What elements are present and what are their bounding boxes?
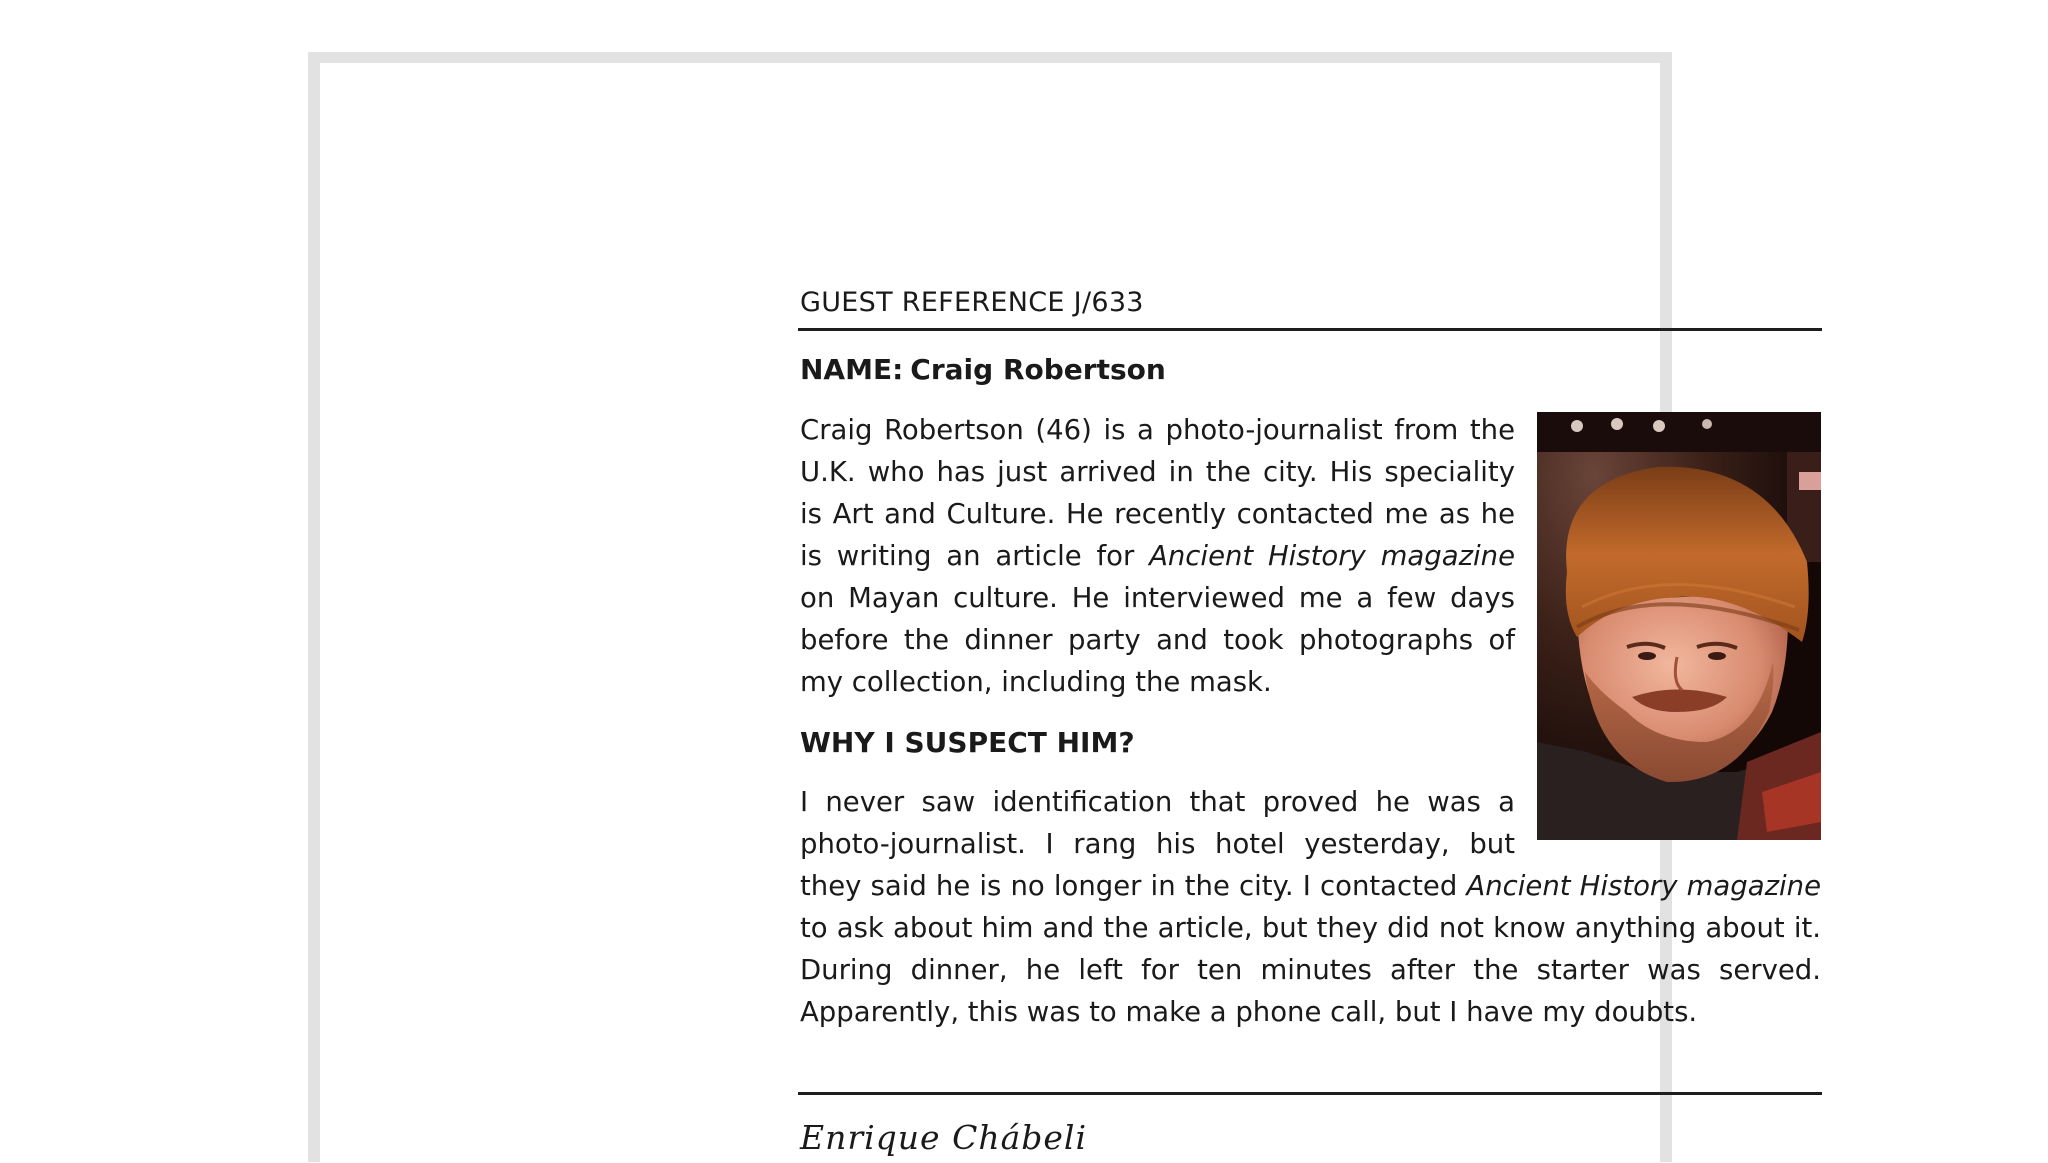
suspect-magazine: Ancient History magazine	[1466, 870, 1822, 902]
suspect-photo	[1537, 412, 1821, 840]
suspect-text-1: I never saw identification that proved he was a photo-journalist. I rang his hotel yesterday, but they said he is no longer in the city. I contacted	[800, 786, 1515, 902]
intro-magazine: Ancient History magazine	[1149, 540, 1515, 572]
bottom-divider	[798, 1092, 1822, 1095]
name-value: Craig Robertson	[910, 353, 1166, 386]
intro-text-1: Craig Robertson (46) is a photo-journalist from the U.K. who has just arrived in the city. His speciality is Art and Culture. He recently contacted me as he is writing an article for	[800, 414, 1515, 572]
top-divider	[798, 328, 1822, 331]
name-label: NAME:	[800, 353, 904, 386]
document-page	[320, 63, 1822, 1163]
intro-text-2: on Mayan culture. He interviewed me a few days before the dinner party and took photographs of my collection, including the mask.	[800, 582, 1515, 698]
guest-reference: GUEST REFERENCE J/633	[800, 287, 1144, 318]
suspect-heading: WHY I SUSPECT HIM?	[800, 726, 1135, 759]
profile-body	[800, 409, 1821, 1033]
signature: Enrique Chábeli	[800, 1118, 1088, 1157]
suspect-text-2: to ask about him and the article, but they did not know anything about it. During dinner, he left for ten minutes after the starter was served. Apparently, this was to make a phone call, but I have my doubts.	[800, 912, 1821, 1028]
guest-name	[800, 353, 1166, 386]
